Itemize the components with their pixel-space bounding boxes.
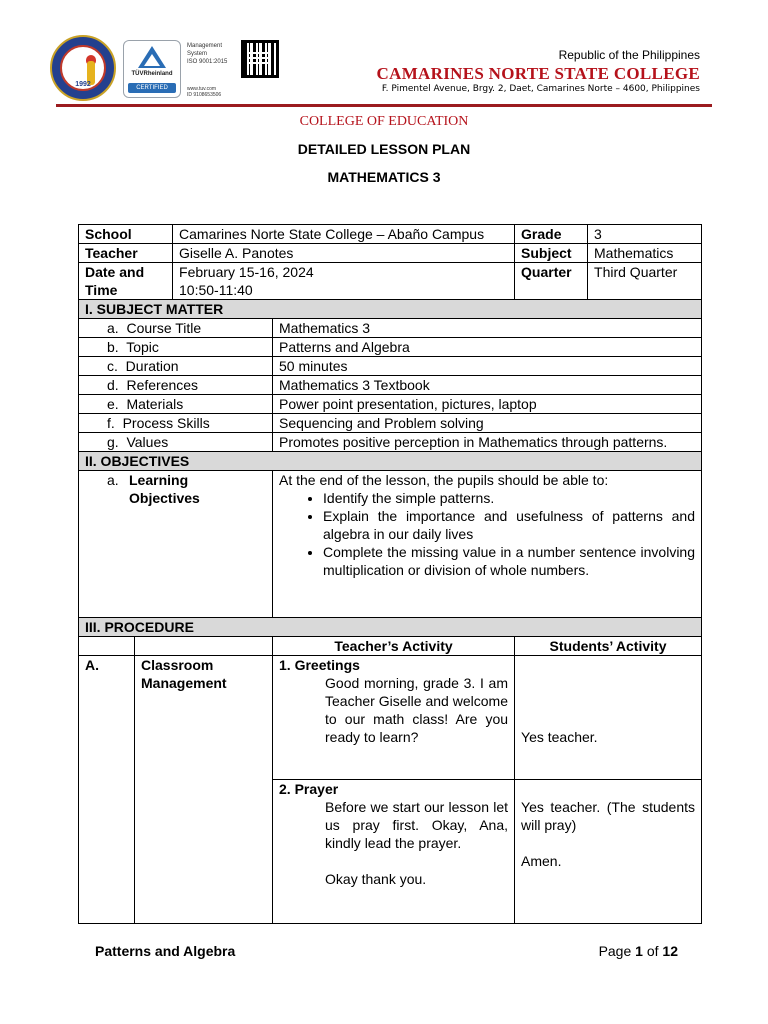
- teacher-label: Teacher: [79, 244, 173, 263]
- prayer-response-cell: [515, 780, 702, 924]
- datetime-value: [173, 263, 515, 300]
- datetime-label-line: Date and: [85, 264, 145, 280]
- prayer-text: Before we start our lesson let us pray first. Okay, Ana, kindly lead the prayer.: [325, 799, 509, 851]
- date-value: February 15-16, 2024: [179, 264, 314, 280]
- quarter-label: Quarter: [515, 263, 588, 300]
- table-row: [79, 471, 702, 618]
- table-row: [79, 395, 702, 414]
- subject-matter-label: a. Course Title: [79, 319, 273, 338]
- cert-badge: CERTIFIED: [128, 83, 176, 93]
- tuv-certification-logo: [123, 40, 181, 98]
- datetime-label: [79, 263, 173, 300]
- school-value: Camarines Norte State College – Abaño Campus: [173, 225, 515, 244]
- subject-matter-label: b. Topic: [79, 338, 273, 357]
- table-row: [79, 414, 702, 433]
- subject-matter-label: c. Duration: [79, 357, 273, 376]
- cert-url-text: www.tuv.com: [187, 86, 217, 92]
- cert-line: System: [187, 51, 208, 57]
- greetings-title: 1. Greetings: [279, 657, 360, 673]
- greetings-response-cell: [515, 656, 702, 780]
- list-item: • Explain the importance and usefulness of patterns and algebra in our daily lives: [323, 507, 695, 543]
- footer-topic: Patterns and Algebra: [95, 943, 236, 959]
- subject-title: MATHEMATICS 3: [327, 169, 441, 185]
- prayer-response: Yes teacher. (The students will pray): [521, 799, 696, 833]
- section-heading-row: [79, 618, 702, 637]
- greetings-cell: [273, 656, 515, 780]
- procedure-heading: III. PROCEDURE: [79, 618, 702, 637]
- procedure-section-label: Classroom Management: [135, 656, 273, 924]
- document-title: DETAILED LESSON PLAN: [297, 141, 471, 157]
- cert-line: Management: [187, 43, 223, 49]
- objectives-content: [273, 471, 702, 618]
- subject-matter-value: Power point presentation, pictures, laptop: [273, 395, 702, 414]
- empty-cell: [79, 637, 135, 656]
- table-row: [79, 338, 702, 357]
- list-item: • Complete the missing value in a number sentence involving multiplication or division of whole numbers.: [323, 543, 695, 579]
- table-row: [79, 656, 702, 780]
- cert-url: [187, 86, 239, 98]
- objectives-label: [79, 471, 273, 618]
- subject-matter-value: Sequencing and Problem solving: [273, 414, 702, 433]
- objectives-intro: At the end of the lesson, the pupils should be able to:: [279, 472, 609, 488]
- subject-matter-value: 50 minutes: [273, 357, 702, 376]
- subject-matter-value: Mathematics 3 Textbook: [273, 376, 702, 395]
- school-label: School: [79, 225, 173, 244]
- table-row: [79, 376, 702, 395]
- objectives-heading: II. OBJECTIVES: [79, 452, 702, 471]
- prayer-cell: [273, 780, 515, 924]
- subject-matter-label: f. Process Skills: [79, 414, 273, 433]
- prayer-amen: Amen.: [521, 853, 562, 869]
- cert-line: ISO 9001:2015: [187, 59, 228, 65]
- objectives-label-text: Learning Objectives: [129, 472, 200, 506]
- subject-matter-value: Patterns and Algebra: [273, 338, 702, 357]
- objectives-list: [279, 489, 695, 579]
- table-row: [79, 244, 702, 263]
- department-title: COLLEGE OF EDUCATION: [299, 114, 469, 129]
- subject-matter-heading: I. SUBJECT MATTER: [79, 300, 702, 319]
- procedure-column-headers: [79, 637, 702, 656]
- quarter-value: Third Quarter: [588, 263, 702, 300]
- students-activity-header: Students’ Activity: [515, 637, 702, 656]
- header-divider: [56, 104, 712, 107]
- greetings-response: Yes teacher.: [521, 729, 598, 745]
- teacher-activity-header: Teacher’s Activity: [273, 637, 515, 656]
- table-row: [79, 357, 702, 376]
- procedure-section-letter: A.: [79, 656, 135, 924]
- subject-value: Mathematics: [588, 244, 702, 263]
- teacher-value: Giselle A. Panotes: [173, 244, 515, 263]
- lesson-plan-table: [78, 224, 702, 924]
- table-row: [79, 225, 702, 244]
- subject-matter-label: d. References: [79, 376, 273, 395]
- prayer-thanks: Okay thank you.: [325, 871, 427, 887]
- college-seal-logo: [50, 35, 116, 101]
- time-value: 10:50-11:40: [179, 282, 253, 298]
- college-name: CAMARINES NORTE STATE COLLEGE: [376, 64, 700, 83]
- greetings-text: Good morning, grade 3. I am Teacher Giselle and welcome to our math class! Are you ready to learn?: [325, 675, 509, 745]
- republic-text: Republic of the Philippines: [558, 48, 700, 62]
- prayer-title: 2. Prayer: [279, 781, 339, 797]
- page-number: Page 1 of 12: [598, 943, 678, 959]
- cert-text: [187, 42, 239, 66]
- seal-year: 1992: [75, 81, 91, 88]
- subject-matter-label: e. Materials: [79, 395, 273, 414]
- table-row: [79, 319, 702, 338]
- subject-matter-value: Promotes positive perception in Mathematics through patterns.: [273, 433, 702, 452]
- subject-matter-label: g. Values: [79, 433, 273, 452]
- section-heading-row: [79, 452, 702, 471]
- datetime-label-line: Time: [85, 282, 118, 298]
- section-heading-row: [79, 300, 702, 319]
- college-address: F. Pimentel Avenue, Brgy. 2, Daet, Camarines Norte – 4600, Philippines: [381, 84, 700, 94]
- table-row: [79, 263, 702, 300]
- table-row: [79, 433, 702, 452]
- qr-code-icon: [241, 40, 279, 78]
- subject-matter-value: Mathematics 3: [273, 319, 702, 338]
- cert-id-text: ID 9108653506: [187, 92, 222, 98]
- grade-label: Grade: [515, 225, 588, 244]
- subject-label: Subject: [515, 244, 588, 263]
- list-item: • Identify the simple patterns.: [323, 489, 695, 507]
- grade-value: 3: [588, 225, 702, 244]
- objectives-letter: a.: [107, 472, 119, 488]
- empty-cell: [135, 637, 273, 656]
- cert-brand: TÜVRheinland: [131, 71, 173, 77]
